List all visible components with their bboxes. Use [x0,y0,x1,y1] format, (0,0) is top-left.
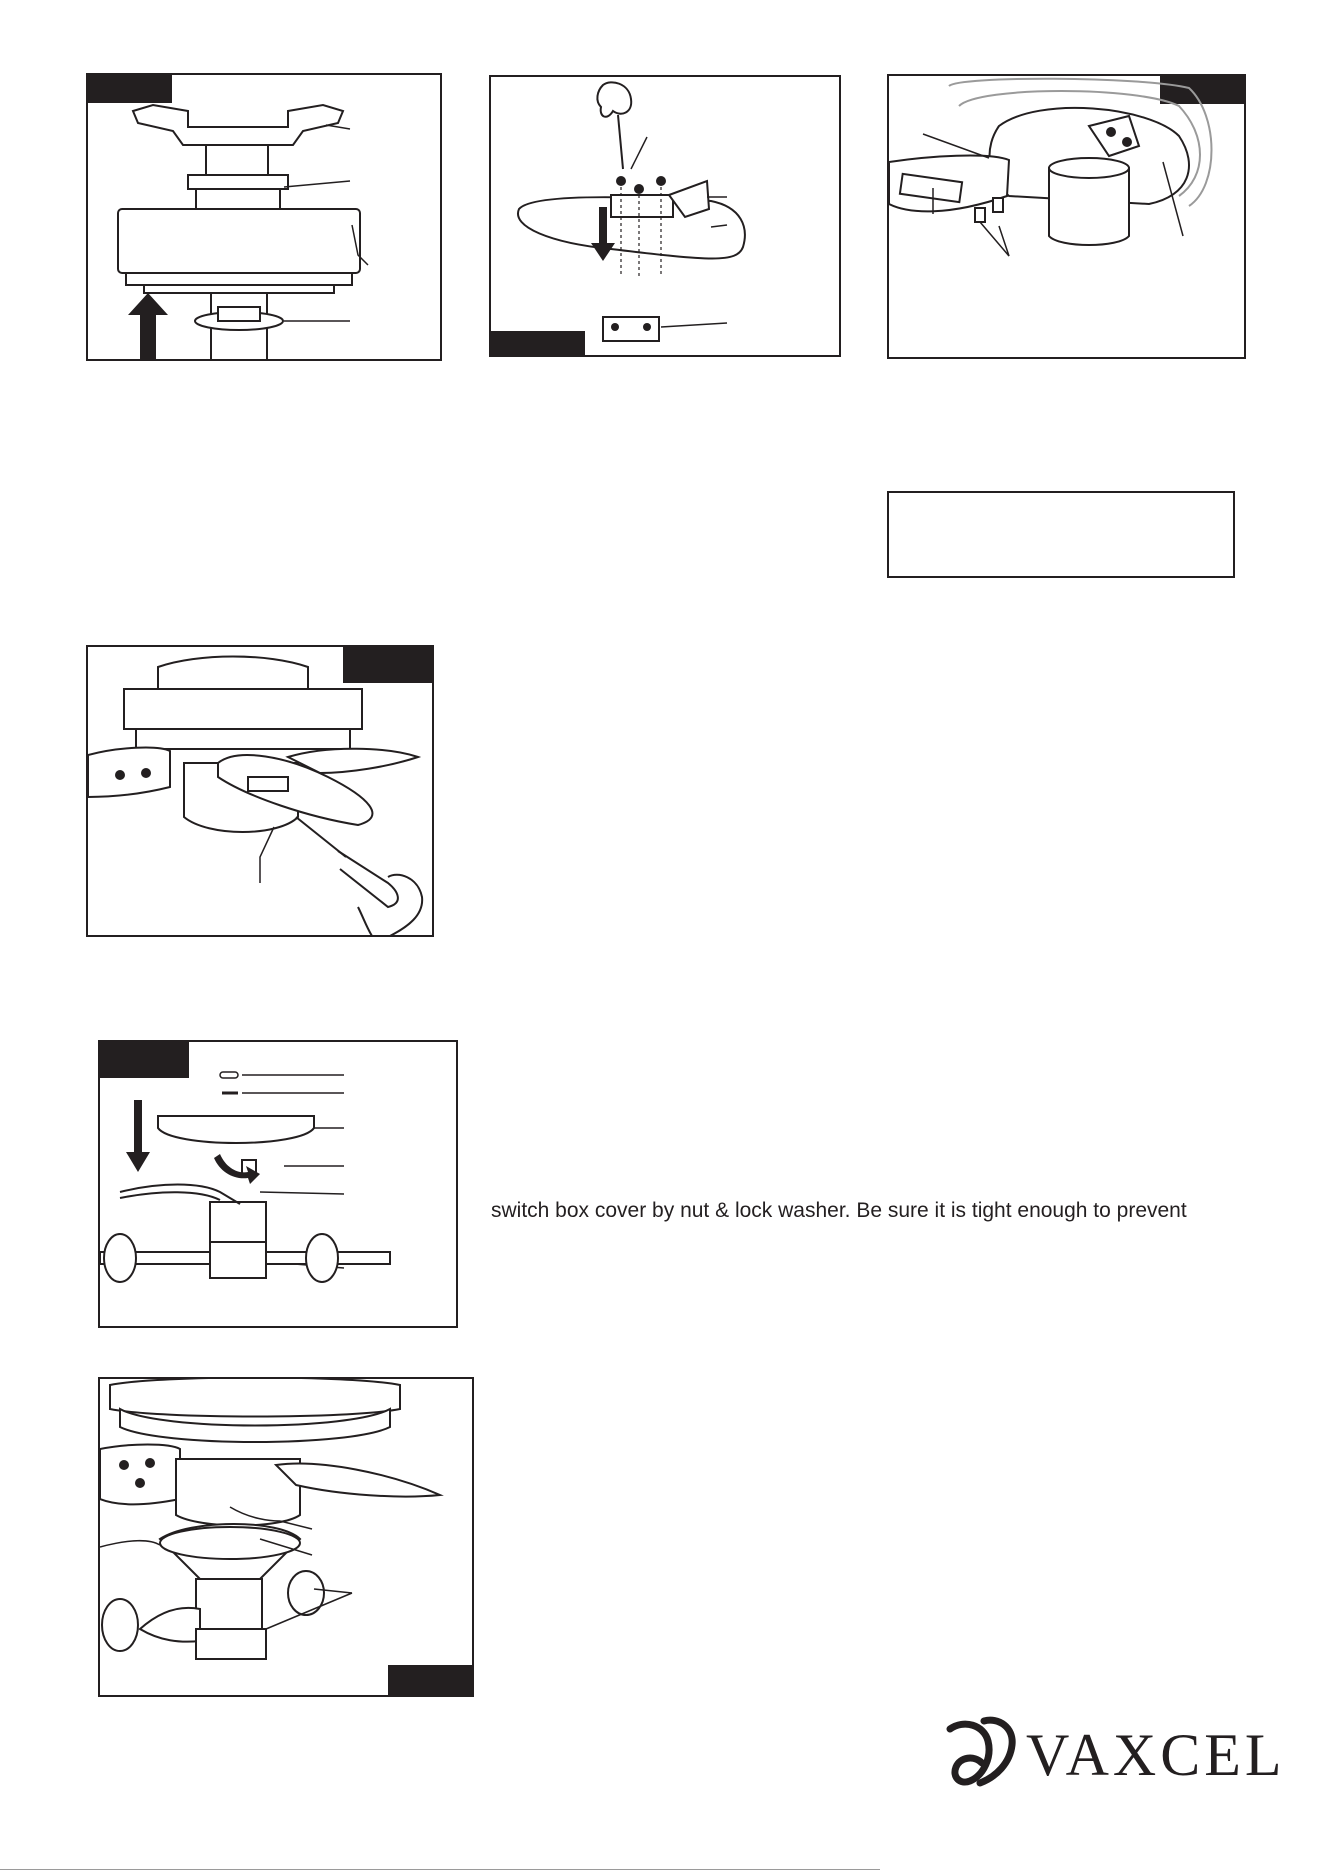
light-kit-connect-drawing [100,1379,474,1697]
figure-blade-bracket [489,75,841,357]
note-box [887,491,1235,578]
blade-bracket-drawing [491,77,841,357]
motor-underside-drawing [889,76,1246,359]
up-arrow-icon [128,293,168,360]
light-kit-drawing [100,1042,458,1328]
motor-housing-drawing [88,75,442,361]
figure-light-kit-connect [98,1377,474,1697]
figure-motor-housing [86,73,442,361]
brand-logo [944,1715,1286,1791]
figure-motor-underside [887,74,1246,359]
down-arrow-icon [126,1100,150,1172]
blade-attach-drawing [88,647,434,937]
switch-box-instruction: switch box cover by nut & lock washer. Be sure it is tight enough to prevent [491,1199,1187,1222]
figure-light-kit [98,1040,458,1328]
footer-rule [0,1869,880,1870]
vaxcel-swirl-mark-icon [944,1715,1024,1791]
figure-blade-attach [86,645,434,937]
brand-wordmark: VAXCEL [1026,1722,1286,1788]
